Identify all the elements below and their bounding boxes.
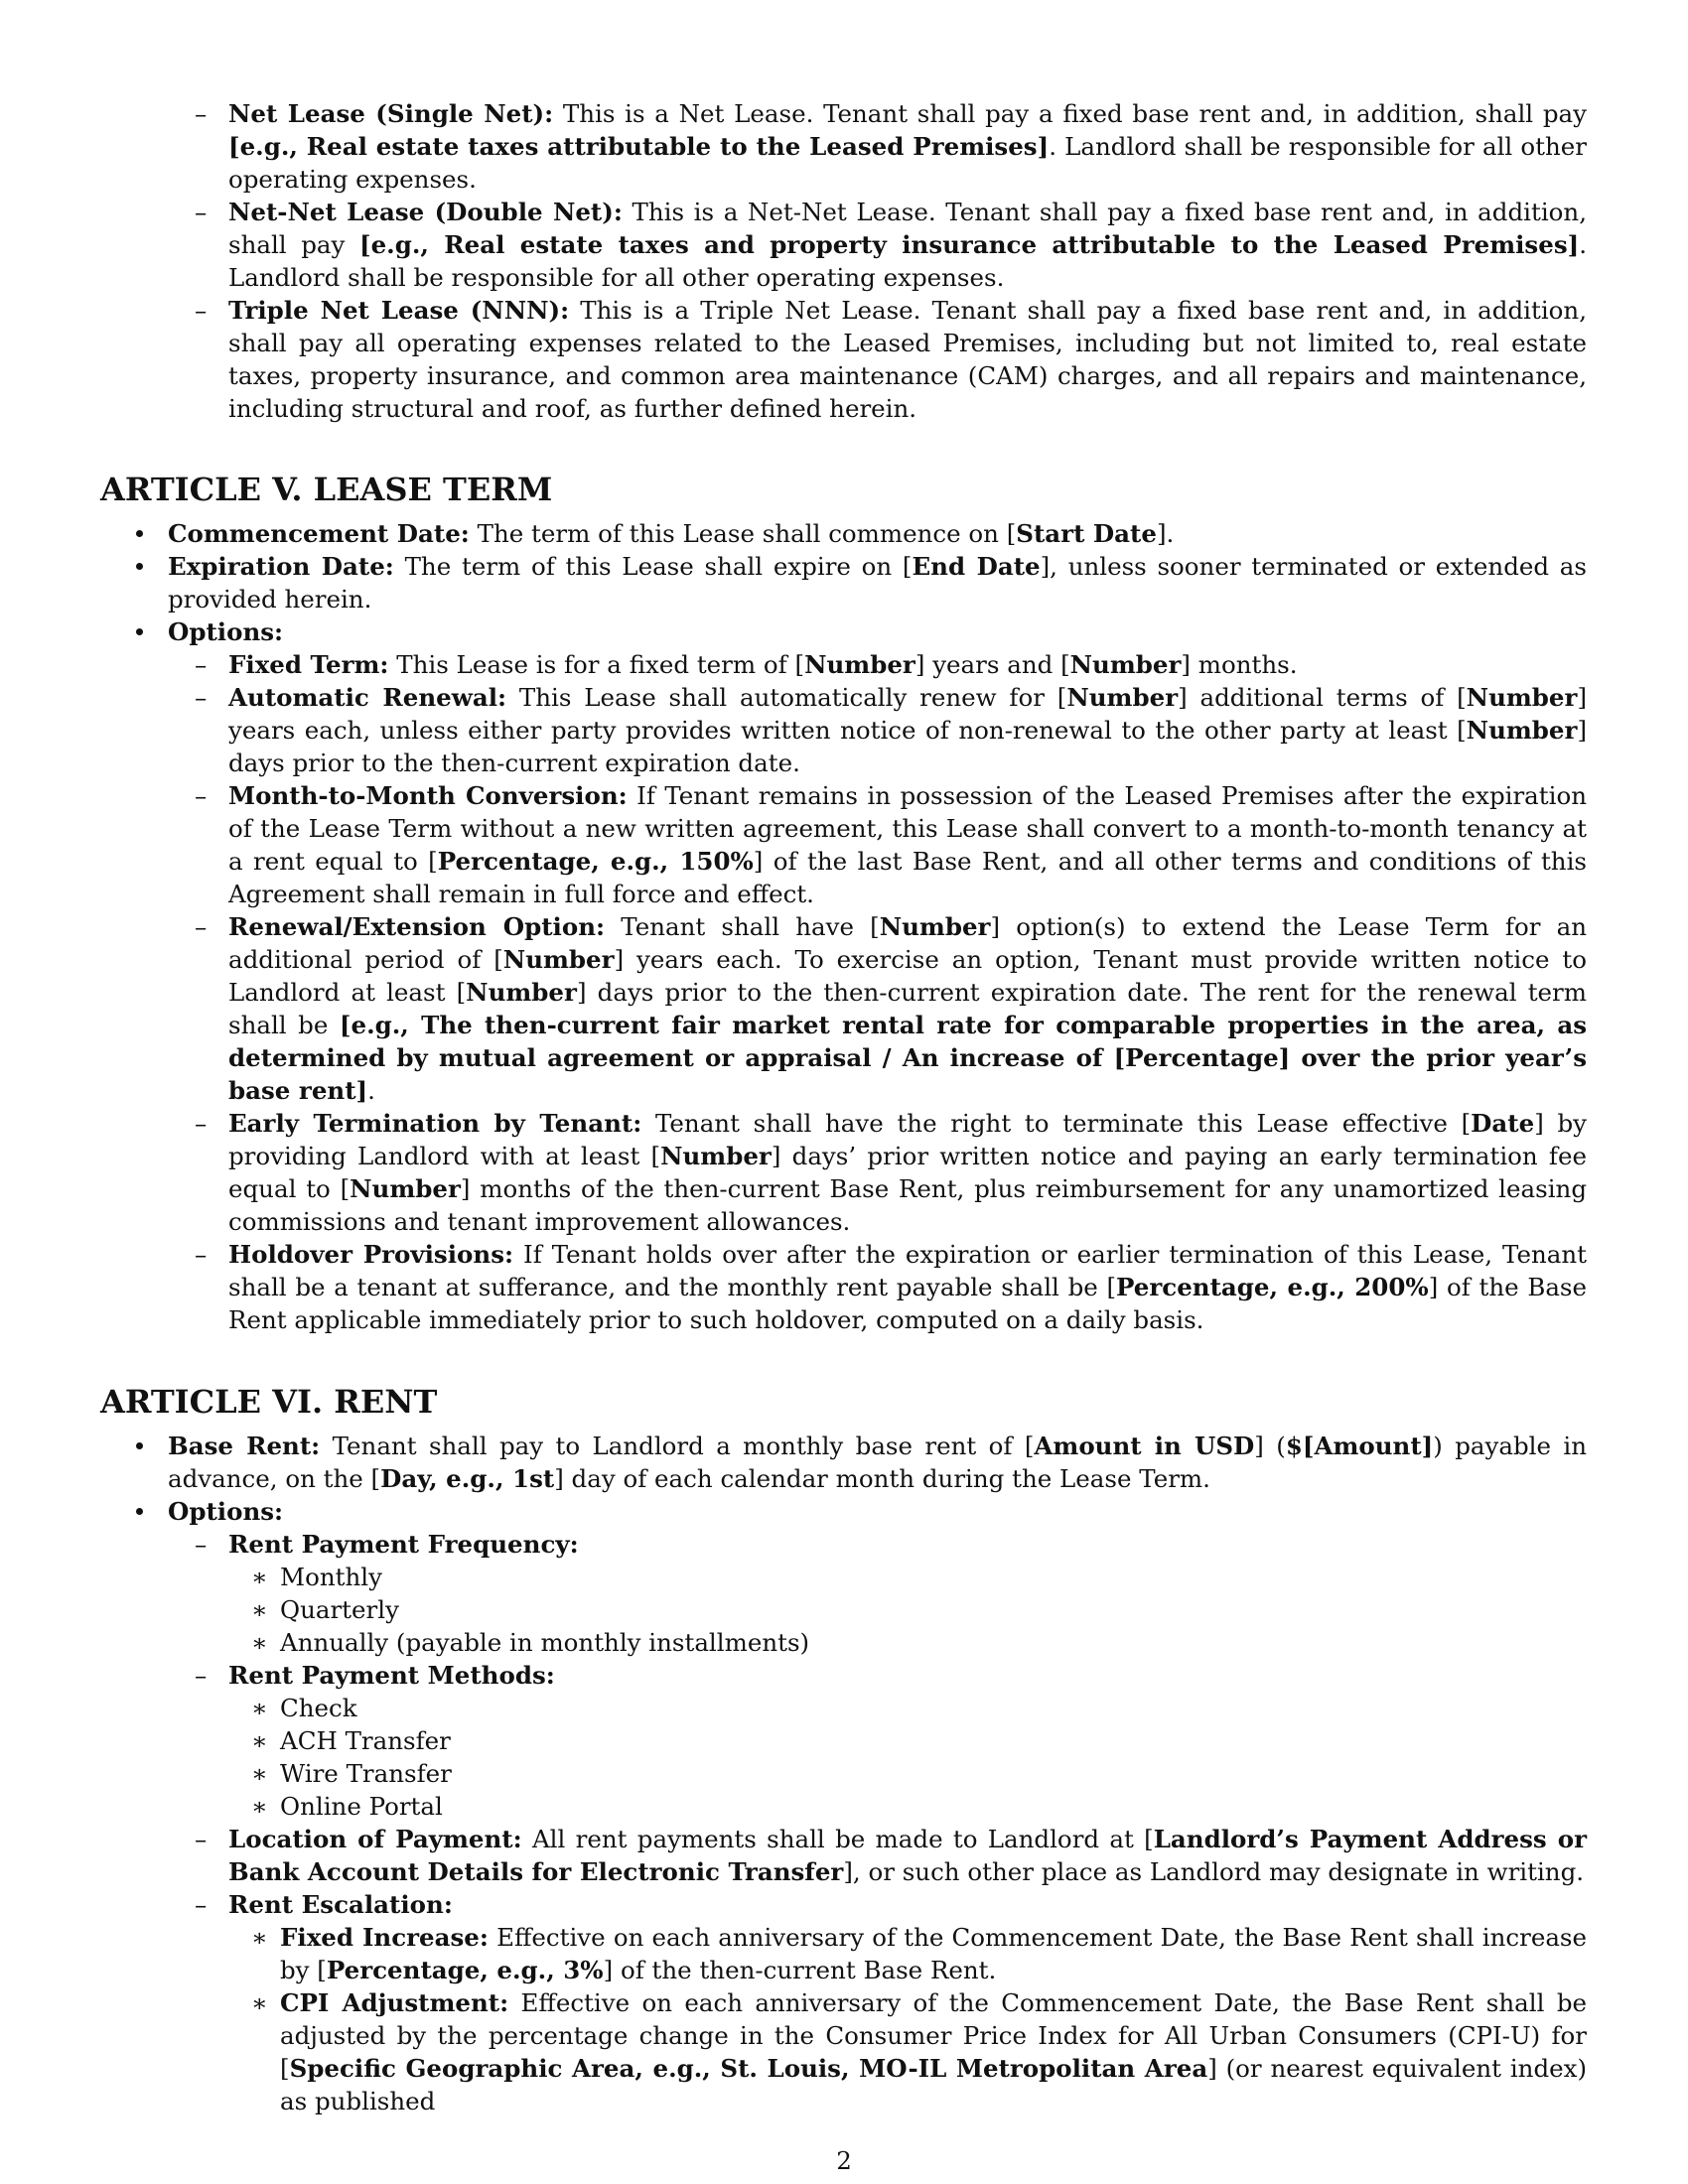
list-item-payment-method: ∗ ACH Transfer — [251, 1726, 451, 1755]
item-label: Month-to-Month Conversion: — [228, 781, 628, 810]
dash-marker: – — [195, 1530, 208, 1559]
item-label: Triple Net Lease (NNN): — [228, 296, 570, 325]
item-label: Renewal/Extension Option: — [228, 912, 606, 941]
list-item-rent-escalation — [100, 1888, 1587, 1921]
list-item-frequency-option: ∗ Annually (payable in monthly installments) — [251, 1628, 810, 1657]
placeholder: [e.g., The then-current fair market rental rate for comparable properties in the area, as determined by mutual agreement or appraisal / An increase of [Percentage] over the prior year’s base rent] — [228, 1011, 1587, 1105]
bullet-marker — [136, 1495, 143, 1528]
item-label: Location of Payment: — [228, 1825, 522, 1853]
item-label: Net-Net Lease (Double Net): — [228, 198, 623, 226]
item-label: Rent Payment Methods: — [228, 1661, 555, 1690]
list-item-expiration-date: Expiration Date: The term of this Lease shall expire on [End Date], unless sooner terminated or extended as provided herein. — [100, 550, 1587, 615]
page-content — [100, 97, 1587, 2117]
list-item-net-lease: – Net Lease (Single Net): This is a Net Lease. Tenant shall pay a fixed base rent and, in addition, shall pay [e.g., Real estate taxes attributable to the Leased Premises]. Landlord shall be responsible for all other operating expenses. — [195, 99, 1587, 194]
list-item-options — [100, 615, 1587, 648]
list-item-payment-method: ∗ Check — [251, 1694, 357, 1722]
list-item-triple-net: – Triple Net Lease (NNN): This is a Triple Net Lease. Tenant shall pay a fixed base rent and, in addition, shall pay all operating expenses related to the Leased Premises, including but not limited to, real estate taxes, property insurance, and common area maintenance (CAM) charges, and all repairs and maintenance, including structural and roof, as further defined herein. — [195, 296, 1587, 423]
list-item-base-rent: Base Rent: Tenant shall pay to Landlord a monthly base rent of [Amount in USD] ($[Amount]) payable in advance, on the [Day, e.g., 1st] day of each calendar month during the Lease Term. — [100, 1430, 1587, 1495]
dash-marker: – — [195, 683, 208, 712]
dash-marker: – — [195, 296, 208, 325]
item-label: Options: — [168, 1497, 284, 1526]
list-item-payment-method: ∗ Wire Transfer — [251, 1759, 452, 1788]
dash-marker: – — [195, 912, 208, 941]
bullet-marker — [136, 550, 143, 583]
dash-marker: – — [195, 1661, 208, 1690]
article-vi-heading: ARTICLE VI. RENT — [100, 1383, 438, 1421]
asterisk-marker: ∗ — [251, 1792, 268, 1821]
item-label: Rent Payment Frequency: — [228, 1530, 579, 1559]
item-label: Rent Escalation: — [228, 1890, 453, 1919]
list-item-fixed-increase: ∗ Fixed Increase: Effective on each anniversary of the Commencement Date, the Base Rent shall increase by [Percentage, e.g., 3%] of the then-current Base Rent. — [251, 1923, 1587, 1984]
list-item-fixed-term: – Fixed Term: This Lease is for a fixed term of [Number] years and [Number] months. — [195, 650, 1298, 679]
bullet-marker — [136, 517, 143, 550]
list-item-double-net: – Net-Net Lease (Double Net): This is a Net-Net Lease. Tenant shall pay a fixed base rent and, in addition, shall pay [e.g., Real estate taxes and property insurance attributable to the Leased Premises]. Landlord shall be responsible for all other operating expenses. — [195, 198, 1587, 292]
item-label: Fixed Increase: — [280, 1923, 489, 1952]
list-item-early-termination: – Early Termination by Tenant: Tenant shall have the right to terminate this Lease effective [Date] by providing Landlord with at least [Number] days’ prior written notice and paying an early termination fee equal to [Number] months of the then-current Base Rent, plus reimbursement for any unamortized leasing commissions and tenant improvement allowances. — [195, 1109, 1587, 1236]
item-label: Commencement Date: — [168, 519, 470, 548]
dash-marker: – — [195, 1825, 208, 1853]
list-item-cpi-adjustment: ∗ CPI Adjustment: Effective on each anniversary of the Commencement Date, the Base Rent shall be adjusted by the percentage change in the Consumer Price Index for All Urban Consumers (CPI-U) for [Specific Geographic Area, e.g., St. Louis, MO-IL Metropolitan Area] (or nearest equivalent index) as published — [251, 1988, 1588, 2116]
list-item-automatic-renewal: – Automatic Renewal: This Lease shall automatically renew for [Number] additional terms of [Number] years each, unless either party provides written notice of non-renewal to the other party at least [Number] days prior to the then-current expiration date. — [195, 683, 1587, 777]
lease-type-list — [100, 97, 1587, 425]
article-v-heading: ARTICLE V. LEASE TERM — [100, 471, 553, 508]
bullet-marker — [136, 615, 143, 648]
list-item-frequency-option: ∗ Quarterly — [251, 1595, 399, 1624]
item-label: Options: — [168, 617, 284, 646]
list-item-commencement-date: Commencement Date: The term of this Lease shall commence on [Start Date]. — [100, 517, 1587, 550]
list-item-payment-methods — [100, 1659, 1587, 1692]
placeholder: [e.g., Real estate taxes attributable to the Leased Premises] — [228, 132, 1050, 161]
asterisk-marker: ∗ — [251, 1923, 268, 1952]
bullet-marker — [136, 1430, 143, 1462]
dash-marker: – — [195, 99, 208, 128]
item-label: Net Lease (Single Net): — [228, 99, 554, 128]
item-label: Automatic Renewal: — [228, 683, 507, 712]
asterisk-marker: ∗ — [251, 1694, 268, 1722]
list-item-frequency-option: ∗ Monthly — [251, 1563, 382, 1591]
article-v-list — [100, 517, 1587, 1336]
item-label: Expiration Date: — [168, 552, 394, 581]
asterisk-marker: ∗ — [251, 1759, 268, 1788]
item-label: Fixed Term: — [228, 650, 389, 679]
list-item-payment-method: ∗ Online Portal — [251, 1792, 443, 1821]
dash-marker: – — [195, 1890, 208, 1919]
dash-marker: – — [195, 650, 208, 679]
asterisk-marker: ∗ — [251, 1988, 268, 2017]
list-item-holdover: – Holdover Provisions: If Tenant holds over after the expiration or earlier termination of this Lease, Tenant shall be a tenant at sufferance, and the monthly rent payable shall be [Percentage, e.g., 200%] of the Base Rent applicable immediately prior to such holdover, computed on a daily basis. — [195, 1240, 1587, 1334]
dash-marker: – — [195, 1240, 208, 1269]
list-item-options — [100, 1495, 1587, 1528]
item-label: Base Rent: — [168, 1432, 321, 1460]
placeholder: [e.g., Real estate taxes and property insurance attributable to the Leased Premises] — [359, 230, 1580, 259]
article-vi-list — [100, 1430, 1587, 2117]
list-item-payment-location: – Location of Payment: All rent payments shall be made to Landlord at [Landlord’s Payment Address or Bank Account Details for Electronic Transfer], or such other place as Landlord may designate in writing. — [195, 1825, 1588, 1886]
dash-marker: – — [195, 198, 208, 226]
list-item-payment-frequency — [100, 1528, 1587, 1561]
list-item-month-to-month: – Month-to-Month Conversion: If Tenant remains in possession of the Leased Premises after the expiration of the Lease Term without a new written agreement, this Lease shall convert to a month-to-month tenancy at a rent equal to [Percentage, e.g., 150%] of the last Base Rent, and all other terms and conditions of this Agreement shall remain in full force and effect. — [195, 781, 1587, 908]
dash-marker: – — [195, 1109, 208, 1138]
item-label: Holdover Provisions: — [228, 1240, 514, 1269]
item-label: Early Termination by Tenant: — [228, 1109, 642, 1138]
asterisk-marker: ∗ — [251, 1726, 268, 1755]
asterisk-marker: ∗ — [251, 1628, 268, 1657]
asterisk-marker: ∗ — [251, 1563, 268, 1591]
dash-marker: – — [195, 781, 208, 810]
page-number: 2 — [836, 2146, 852, 2175]
asterisk-marker: ∗ — [251, 1595, 268, 1624]
item-label: CPI Adjustment: — [280, 1988, 509, 2017]
list-item-renewal-option: – Renewal/Extension Option: Tenant shall have [Number] option(s) to extend the Lease Term for an additional period of [Number] years each. To exercise an option, Tenant must provide written notice to Landlord at least [Number] days prior to the then-current expiration date. The rent for the renewal term shall be [e.g., The then-current fair market rental rate for comparable properties in the area, as determined by mutual agreement or appraisal / An increase of [Percentage] over the prior year’s base rent]. — [195, 912, 1587, 1105]
